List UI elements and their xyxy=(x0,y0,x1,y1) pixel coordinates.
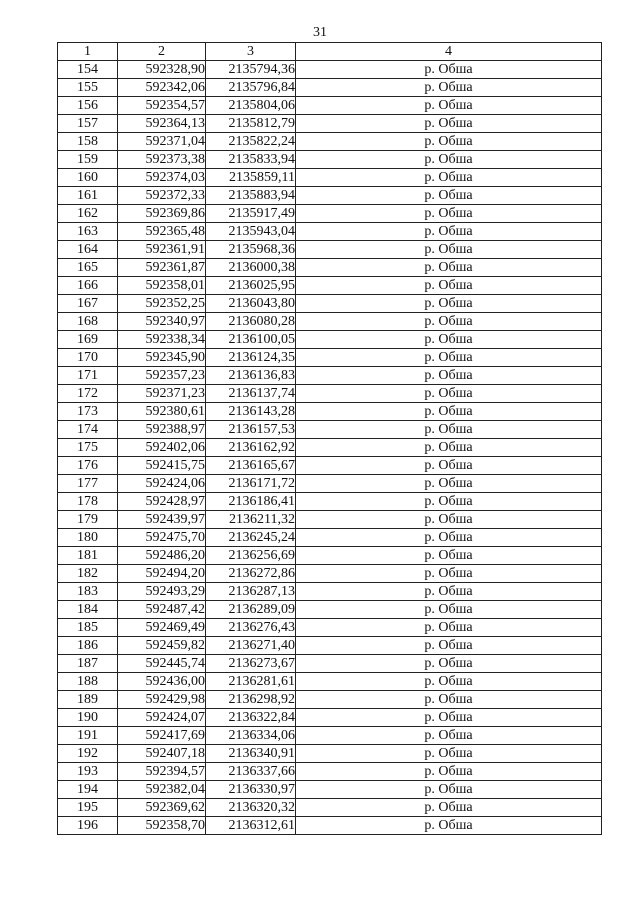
point-number-cell: 162 xyxy=(58,205,118,223)
point-number-cell: 174 xyxy=(58,421,118,439)
x-coordinate-cell: 592372,33 xyxy=(118,187,206,205)
y-coordinate-cell: 2136289,09 xyxy=(206,601,296,619)
y-coordinate-cell: 2136312,61 xyxy=(206,817,296,835)
y-coordinate-cell: 2136186,41 xyxy=(206,493,296,511)
x-coordinate-cell: 592493,29 xyxy=(118,583,206,601)
point-number-cell: 180 xyxy=(58,529,118,547)
table-row xyxy=(58,493,602,511)
table-body xyxy=(58,61,602,835)
header-col-3: 3 xyxy=(206,43,296,61)
point-number-cell: 158 xyxy=(58,133,118,151)
location-cell: р. Обша xyxy=(296,259,602,277)
x-coordinate-cell: 592394,57 xyxy=(118,763,206,781)
table-row xyxy=(58,79,602,97)
location-cell: р. Обша xyxy=(296,367,602,385)
location-cell: р. Обша xyxy=(296,763,602,781)
y-coordinate-cell: 2135796,84 xyxy=(206,79,296,97)
point-number-cell: 177 xyxy=(58,475,118,493)
y-coordinate-cell: 2136000,38 xyxy=(206,259,296,277)
x-coordinate-cell: 592371,04 xyxy=(118,133,206,151)
point-number-cell: 157 xyxy=(58,115,118,133)
location-cell: р. Обша xyxy=(296,439,602,457)
x-coordinate-cell: 592428,97 xyxy=(118,493,206,511)
table-row xyxy=(58,115,602,133)
point-number-cell: 169 xyxy=(58,331,118,349)
table-row xyxy=(58,817,602,835)
table-row xyxy=(58,349,602,367)
x-coordinate-cell: 592361,87 xyxy=(118,259,206,277)
y-coordinate-cell: 2135833,94 xyxy=(206,151,296,169)
point-number-cell: 163 xyxy=(58,223,118,241)
page-number: 31 xyxy=(313,25,327,40)
y-coordinate-cell: 2136322,84 xyxy=(206,709,296,727)
table-row xyxy=(58,205,602,223)
y-coordinate-cell: 2136165,67 xyxy=(206,457,296,475)
table-row xyxy=(58,691,602,709)
x-coordinate-cell: 592436,00 xyxy=(118,673,206,691)
x-coordinate-cell: 592373,38 xyxy=(118,151,206,169)
y-coordinate-cell: 2136080,28 xyxy=(206,313,296,331)
x-coordinate-cell: 592429,98 xyxy=(118,691,206,709)
y-coordinate-cell: 2136281,61 xyxy=(206,673,296,691)
header-row xyxy=(58,43,602,61)
location-cell: р. Обша xyxy=(296,277,602,295)
coordinates-table xyxy=(57,42,602,835)
location-cell: р. Обша xyxy=(296,205,602,223)
x-coordinate-cell: 592328,90 xyxy=(118,61,206,79)
y-coordinate-cell: 2135812,79 xyxy=(206,115,296,133)
location-cell: р. Обша xyxy=(296,421,602,439)
y-coordinate-cell: 2136025,95 xyxy=(206,277,296,295)
point-number-cell: 191 xyxy=(58,727,118,745)
y-coordinate-cell: 2135883,94 xyxy=(206,187,296,205)
header-col-1: 1 xyxy=(58,43,118,61)
table-row xyxy=(58,331,602,349)
x-coordinate-cell: 592382,04 xyxy=(118,781,206,799)
y-coordinate-cell: 2136100,05 xyxy=(206,331,296,349)
point-number-cell: 176 xyxy=(58,457,118,475)
table-row xyxy=(58,133,602,151)
x-coordinate-cell: 592439,97 xyxy=(118,511,206,529)
header-col-2: 2 xyxy=(118,43,206,61)
point-number-cell: 156 xyxy=(58,97,118,115)
point-number-cell: 194 xyxy=(58,781,118,799)
x-coordinate-cell: 592365,48 xyxy=(118,223,206,241)
table-row xyxy=(58,565,602,583)
y-coordinate-cell: 2135943,04 xyxy=(206,223,296,241)
location-cell: р. Обша xyxy=(296,817,602,835)
table-row xyxy=(58,439,602,457)
x-coordinate-cell: 592338,34 xyxy=(118,331,206,349)
location-cell: р. Обша xyxy=(296,619,602,637)
point-number-cell: 192 xyxy=(58,745,118,763)
point-number-cell: 193 xyxy=(58,763,118,781)
table-row xyxy=(58,547,602,565)
location-cell: р. Обша xyxy=(296,187,602,205)
location-cell: р. Обша xyxy=(296,655,602,673)
y-coordinate-cell: 2136298,92 xyxy=(206,691,296,709)
location-cell: р. Обша xyxy=(296,295,602,313)
location-cell: р. Обша xyxy=(296,673,602,691)
y-coordinate-cell: 2135859,11 xyxy=(206,169,296,187)
y-coordinate-cell: 2136211,32 xyxy=(206,511,296,529)
y-coordinate-cell: 2136334,06 xyxy=(206,727,296,745)
table-row xyxy=(58,169,602,187)
y-coordinate-cell: 2135968,36 xyxy=(206,241,296,259)
table-row xyxy=(58,583,602,601)
point-number-cell: 190 xyxy=(58,709,118,727)
table-row xyxy=(58,799,602,817)
point-number-cell: 175 xyxy=(58,439,118,457)
table-row xyxy=(58,97,602,115)
table-row xyxy=(58,709,602,727)
point-number-cell: 171 xyxy=(58,367,118,385)
point-number-cell: 183 xyxy=(58,583,118,601)
x-coordinate-cell: 592415,75 xyxy=(118,457,206,475)
location-cell: р. Обша xyxy=(296,799,602,817)
point-number-cell: 185 xyxy=(58,619,118,637)
point-number-cell: 188 xyxy=(58,673,118,691)
location-cell: р. Обша xyxy=(296,475,602,493)
point-number-cell: 186 xyxy=(58,637,118,655)
location-cell: р. Обша xyxy=(296,97,602,115)
y-coordinate-cell: 2136340,91 xyxy=(206,745,296,763)
x-coordinate-cell: 592354,57 xyxy=(118,97,206,115)
table-row xyxy=(58,61,602,79)
location-cell: р. Обша xyxy=(296,133,602,151)
point-number-cell: 184 xyxy=(58,601,118,619)
x-coordinate-cell: 592358,70 xyxy=(118,817,206,835)
y-coordinate-cell: 2136157,53 xyxy=(206,421,296,439)
location-cell: р. Обша xyxy=(296,403,602,421)
location-cell: р. Обша xyxy=(296,61,602,79)
table-row xyxy=(58,637,602,655)
location-cell: р. Обша xyxy=(296,349,602,367)
location-cell: р. Обша xyxy=(296,511,602,529)
location-cell: р. Обша xyxy=(296,385,602,403)
y-coordinate-cell: 2136330,97 xyxy=(206,781,296,799)
x-coordinate-cell: 592380,61 xyxy=(118,403,206,421)
location-cell: р. Обша xyxy=(296,781,602,799)
point-number-cell: 168 xyxy=(58,313,118,331)
point-number-cell: 181 xyxy=(58,547,118,565)
y-coordinate-cell: 2136337,66 xyxy=(206,763,296,781)
point-number-cell: 173 xyxy=(58,403,118,421)
x-coordinate-cell: 592342,06 xyxy=(118,79,206,97)
x-coordinate-cell: 592407,18 xyxy=(118,745,206,763)
y-coordinate-cell: 2136162,92 xyxy=(206,439,296,457)
table-row xyxy=(58,727,602,745)
point-number-cell: 165 xyxy=(58,259,118,277)
point-number-cell: 179 xyxy=(58,511,118,529)
table-row xyxy=(58,403,602,421)
x-coordinate-cell: 592494,20 xyxy=(118,565,206,583)
x-coordinate-cell: 592417,69 xyxy=(118,727,206,745)
location-cell: р. Обша xyxy=(296,601,602,619)
y-coordinate-cell: 2136245,24 xyxy=(206,529,296,547)
x-coordinate-cell: 592388,97 xyxy=(118,421,206,439)
table-row xyxy=(58,475,602,493)
table-row xyxy=(58,187,602,205)
point-number-cell: 166 xyxy=(58,277,118,295)
location-cell: р. Обша xyxy=(296,583,602,601)
location-cell: р. Обша xyxy=(296,151,602,169)
x-coordinate-cell: 592469,49 xyxy=(118,619,206,637)
point-number-cell: 196 xyxy=(58,817,118,835)
y-coordinate-cell: 2136273,67 xyxy=(206,655,296,673)
x-coordinate-cell: 592487,42 xyxy=(118,601,206,619)
y-coordinate-cell: 2135804,06 xyxy=(206,97,296,115)
x-coordinate-cell: 592369,62 xyxy=(118,799,206,817)
table-row xyxy=(58,655,602,673)
point-number-cell: 164 xyxy=(58,241,118,259)
x-coordinate-cell: 592340,97 xyxy=(118,313,206,331)
point-number-cell: 154 xyxy=(58,61,118,79)
location-cell: р. Обша xyxy=(296,637,602,655)
table-row xyxy=(58,745,602,763)
x-coordinate-cell: 592459,82 xyxy=(118,637,206,655)
location-cell: р. Обша xyxy=(296,115,602,133)
table-row xyxy=(58,601,602,619)
x-coordinate-cell: 592445,74 xyxy=(118,655,206,673)
location-cell: р. Обша xyxy=(296,79,602,97)
point-number-cell: 172 xyxy=(58,385,118,403)
x-coordinate-cell: 592361,91 xyxy=(118,241,206,259)
x-coordinate-cell: 592352,25 xyxy=(118,295,206,313)
point-number-cell: 167 xyxy=(58,295,118,313)
y-coordinate-cell: 2135794,36 xyxy=(206,61,296,79)
location-cell: р. Обша xyxy=(296,493,602,511)
table-row xyxy=(58,619,602,637)
x-coordinate-cell: 592358,01 xyxy=(118,277,206,295)
table-row xyxy=(58,259,602,277)
y-coordinate-cell: 2136287,13 xyxy=(206,583,296,601)
y-coordinate-cell: 2136043,80 xyxy=(206,295,296,313)
y-coordinate-cell: 2136143,28 xyxy=(206,403,296,421)
y-coordinate-cell: 2136272,86 xyxy=(206,565,296,583)
table-row xyxy=(58,763,602,781)
x-coordinate-cell: 592357,23 xyxy=(118,367,206,385)
y-coordinate-cell: 2136136,83 xyxy=(206,367,296,385)
table-row xyxy=(58,151,602,169)
x-coordinate-cell: 592345,90 xyxy=(118,349,206,367)
table-row xyxy=(58,511,602,529)
location-cell: р. Обша xyxy=(296,313,602,331)
point-number-cell: 187 xyxy=(58,655,118,673)
table-row xyxy=(58,385,602,403)
location-cell: р. Обша xyxy=(296,547,602,565)
y-coordinate-cell: 2135822,24 xyxy=(206,133,296,151)
x-coordinate-cell: 592424,07 xyxy=(118,709,206,727)
x-coordinate-cell: 592424,06 xyxy=(118,475,206,493)
location-cell: р. Обша xyxy=(296,241,602,259)
table-row xyxy=(58,457,602,475)
x-coordinate-cell: 592364,13 xyxy=(118,115,206,133)
point-number-cell: 160 xyxy=(58,169,118,187)
y-coordinate-cell: 2136256,69 xyxy=(206,547,296,565)
location-cell: р. Обша xyxy=(296,169,602,187)
location-cell: р. Обша xyxy=(296,745,602,763)
point-number-cell: 155 xyxy=(58,79,118,97)
point-number-cell: 178 xyxy=(58,493,118,511)
y-coordinate-cell: 2135917,49 xyxy=(206,205,296,223)
y-coordinate-cell: 2136320,32 xyxy=(206,799,296,817)
x-coordinate-cell: 592371,23 xyxy=(118,385,206,403)
x-coordinate-cell: 592486,20 xyxy=(118,547,206,565)
table-row xyxy=(58,241,602,259)
table-row xyxy=(58,781,602,799)
point-number-cell: 161 xyxy=(58,187,118,205)
table-row xyxy=(58,295,602,313)
point-number-cell: 189 xyxy=(58,691,118,709)
y-coordinate-cell: 2136276,43 xyxy=(206,619,296,637)
location-cell: р. Обша xyxy=(296,331,602,349)
table-header xyxy=(58,43,602,61)
table-row xyxy=(58,421,602,439)
y-coordinate-cell: 2136171,72 xyxy=(206,475,296,493)
table-row xyxy=(58,313,602,331)
point-number-cell: 170 xyxy=(58,349,118,367)
table-row xyxy=(58,367,602,385)
location-cell: р. Обша xyxy=(296,529,602,547)
y-coordinate-cell: 2136271,40 xyxy=(206,637,296,655)
location-cell: р. Обша xyxy=(296,691,602,709)
location-cell: р. Обша xyxy=(296,727,602,745)
table-row xyxy=(58,673,602,691)
location-cell: р. Обша xyxy=(296,565,602,583)
header-col-4: 4 xyxy=(296,43,602,61)
table-row xyxy=(58,529,602,547)
point-number-cell: 182 xyxy=(58,565,118,583)
location-cell: р. Обша xyxy=(296,223,602,241)
x-coordinate-cell: 592369,86 xyxy=(118,205,206,223)
location-cell: р. Обша xyxy=(296,457,602,475)
point-number-cell: 195 xyxy=(58,799,118,817)
table-row xyxy=(58,277,602,295)
x-coordinate-cell: 592374,03 xyxy=(118,169,206,187)
x-coordinate-cell: 592475,70 xyxy=(118,529,206,547)
point-number-cell: 159 xyxy=(58,151,118,169)
y-coordinate-cell: 2136124,35 xyxy=(206,349,296,367)
location-cell: р. Обша xyxy=(296,709,602,727)
table-row xyxy=(58,223,602,241)
y-coordinate-cell: 2136137,74 xyxy=(206,385,296,403)
x-coordinate-cell: 592402,06 xyxy=(118,439,206,457)
